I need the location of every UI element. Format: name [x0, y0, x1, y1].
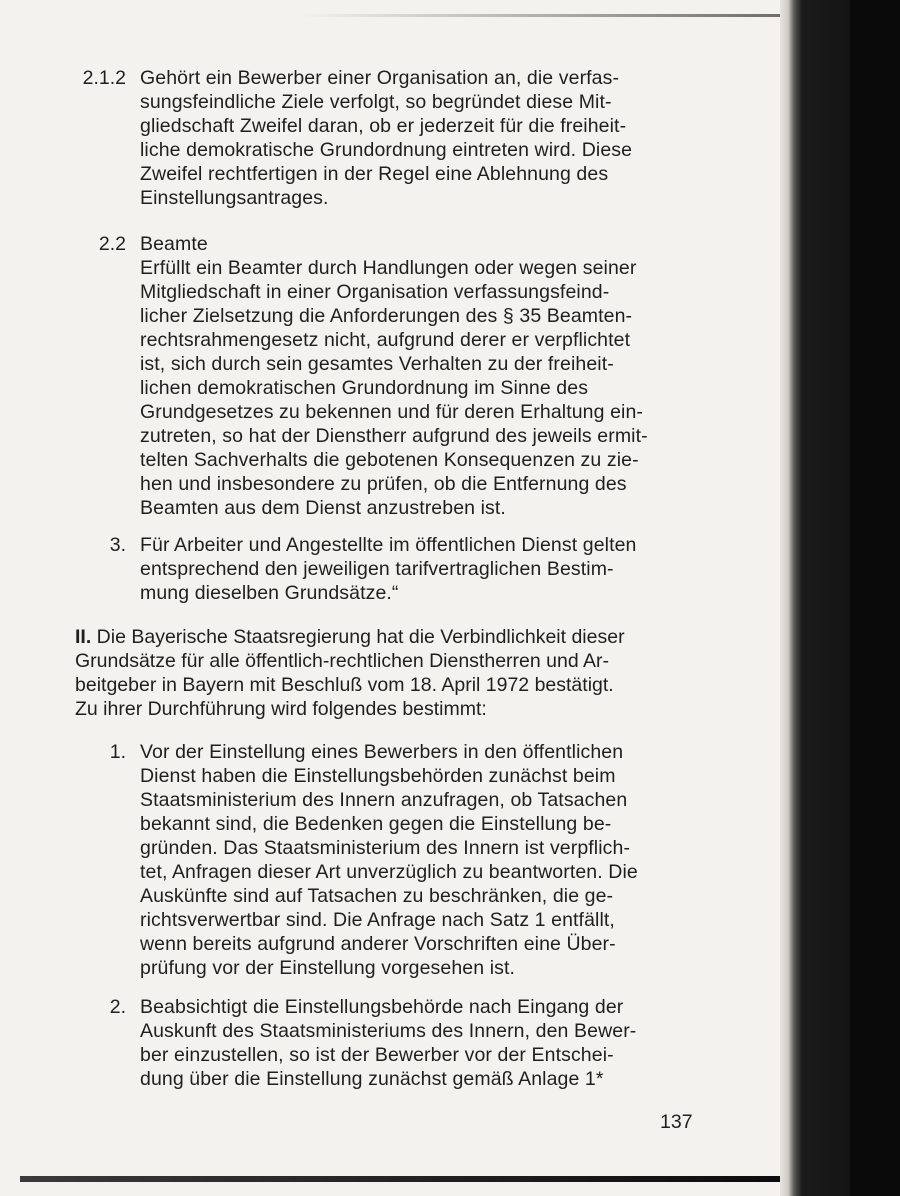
text-line: Für Arbeiter und Angestellte im öffentlichen Dienst gelten: [140, 534, 637, 556]
text-line: mung dieselben Grundsätze.“: [140, 582, 399, 604]
text-line: lichen demokratischen Grundordnung im Sinne des: [140, 377, 589, 399]
text-line: Einstellungsantrages.: [140, 187, 329, 209]
text-line: Erfüllt ein Beamter durch Handlungen oder wegen seiner: [140, 257, 637, 279]
section-number: 2.1.2: [82, 67, 126, 89]
section-number: 3.: [109, 534, 126, 556]
text-line: Vor der Einstellung eines Bewerbers in den öffentlichen: [140, 741, 624, 763]
text-line: beitgeber in Bayern mit Beschluß vom 18. April 1972 bestätigt.: [75, 674, 614, 696]
text-line: sungsfeindliche Ziele verfolgt, so begründet diese Mit-: [140, 91, 612, 113]
text-line: zutreten, so hat der Dienstherr aufgrund des jeweils ermit-: [140, 425, 648, 447]
text-line: dung über die Einstellung zunächst gemäß Anlage 1*: [140, 1068, 604, 1090]
text-line: Auskunft des Staatsministeriums des Innern, den Bewer-: [140, 1020, 637, 1042]
text-line: liche demokratische Grundordnung eintreten wird. Diese: [140, 139, 633, 161]
page-number: 137: [660, 1111, 693, 1133]
text-line: gründen. Das Staatsministerium des Innern ist verpflich-: [140, 837, 631, 859]
text-line: Mitgliedschaft in einer Organisation verfassungsfeind-: [140, 281, 610, 303]
item-number: 1.: [109, 741, 126, 763]
text-line: wenn bereits aufgrund anderer Vorschriften eine Über-: [140, 933, 616, 955]
text-line: ist, sich durch sein gesamtes Verhalten zu der freiheit-: [140, 353, 614, 375]
section-heading: Beamte: [140, 233, 208, 255]
text-line: Beamten aus dem Dienst anzustreben ist.: [140, 497, 506, 519]
section-2-2-text: [140, 232, 700, 520]
text-line: Auskünfte sind auf Tatsachen zu beschränken, die ge-: [140, 885, 614, 907]
text-line: Staatsministerium des Innern anzufragen, ob Tatsachen: [140, 789, 628, 811]
text-line: Zweifel rechtfertigen in der Regel eine Ablehnung des: [140, 163, 609, 185]
text-line: Beabsichtigt die Einstellungsbehörde nach Eingang der: [140, 996, 624, 1018]
part-marker: II.: [75, 626, 92, 648]
section-3-text: [140, 533, 700, 605]
page-bottom-edge: [20, 1176, 780, 1182]
text-line: entsprechend den jeweiligen tarifvertraglichen Bestim-: [140, 558, 614, 580]
text-line: Zu ihrer Durchführung wird folgendes bestimmt:: [75, 698, 487, 720]
text-line: rechtsrahmengesetz nicht, aufgrund derer er verpflichtet: [140, 329, 631, 351]
text-line: ber einzustellen, so ist der Bewerber vor der Entschei-: [140, 1044, 614, 1066]
text-line: richtsverwertbar sind. Die Anfrage nach Satz 1 entfällt,: [140, 909, 615, 931]
text-line: Grundgesetzes zu bekennen und für deren Erhaltung ein-: [140, 401, 643, 423]
section-2-1-2-text: [140, 66, 700, 210]
text-line: hen und insbesondere zu prüfen, ob die Entfernung des: [140, 473, 627, 495]
item-1-text: [140, 740, 700, 980]
part-ii-paragraph: [75, 625, 715, 721]
text-line: Dienst haben die Einstellungsbehörden zunächst beim: [140, 765, 616, 787]
page-top-edge: [300, 14, 780, 17]
text-line: bekannt sind, die Bedenken gegen die Einstellung be-: [140, 813, 612, 835]
text-line: gliedschaft Zweifel daran, ob er jederzeit für die freiheit-: [140, 115, 627, 137]
text-line: prüfung vor der Einstellung vorgesehen ist.: [140, 957, 516, 979]
item-number: 2.: [109, 996, 126, 1018]
text-line: telten Sachverhalts die gebotenen Konsequenzen zu zie-: [140, 449, 639, 471]
text-line: Grundsätze für alle öffentlich-rechtlichen Dienstherren und Ar-: [75, 650, 610, 672]
text-line: [75, 625, 715, 649]
book-edge: [850, 0, 900, 1196]
text-line: tet, Anfragen dieser Art unverzüglich zu beantworten. Die: [140, 861, 638, 883]
text-line: licher Zielsetzung die Anforderungen des § 35 Beamten-: [140, 305, 633, 327]
text-line: Gehört ein Bewerber einer Organisation an, die verfas-: [140, 67, 620, 89]
item-2-text: [140, 995, 700, 1091]
section-number: 2.2: [98, 233, 126, 255]
part-ii-first-line: Die Bayerische Staatsregierung hat die Verbindlichkeit dieser: [91, 626, 625, 648]
